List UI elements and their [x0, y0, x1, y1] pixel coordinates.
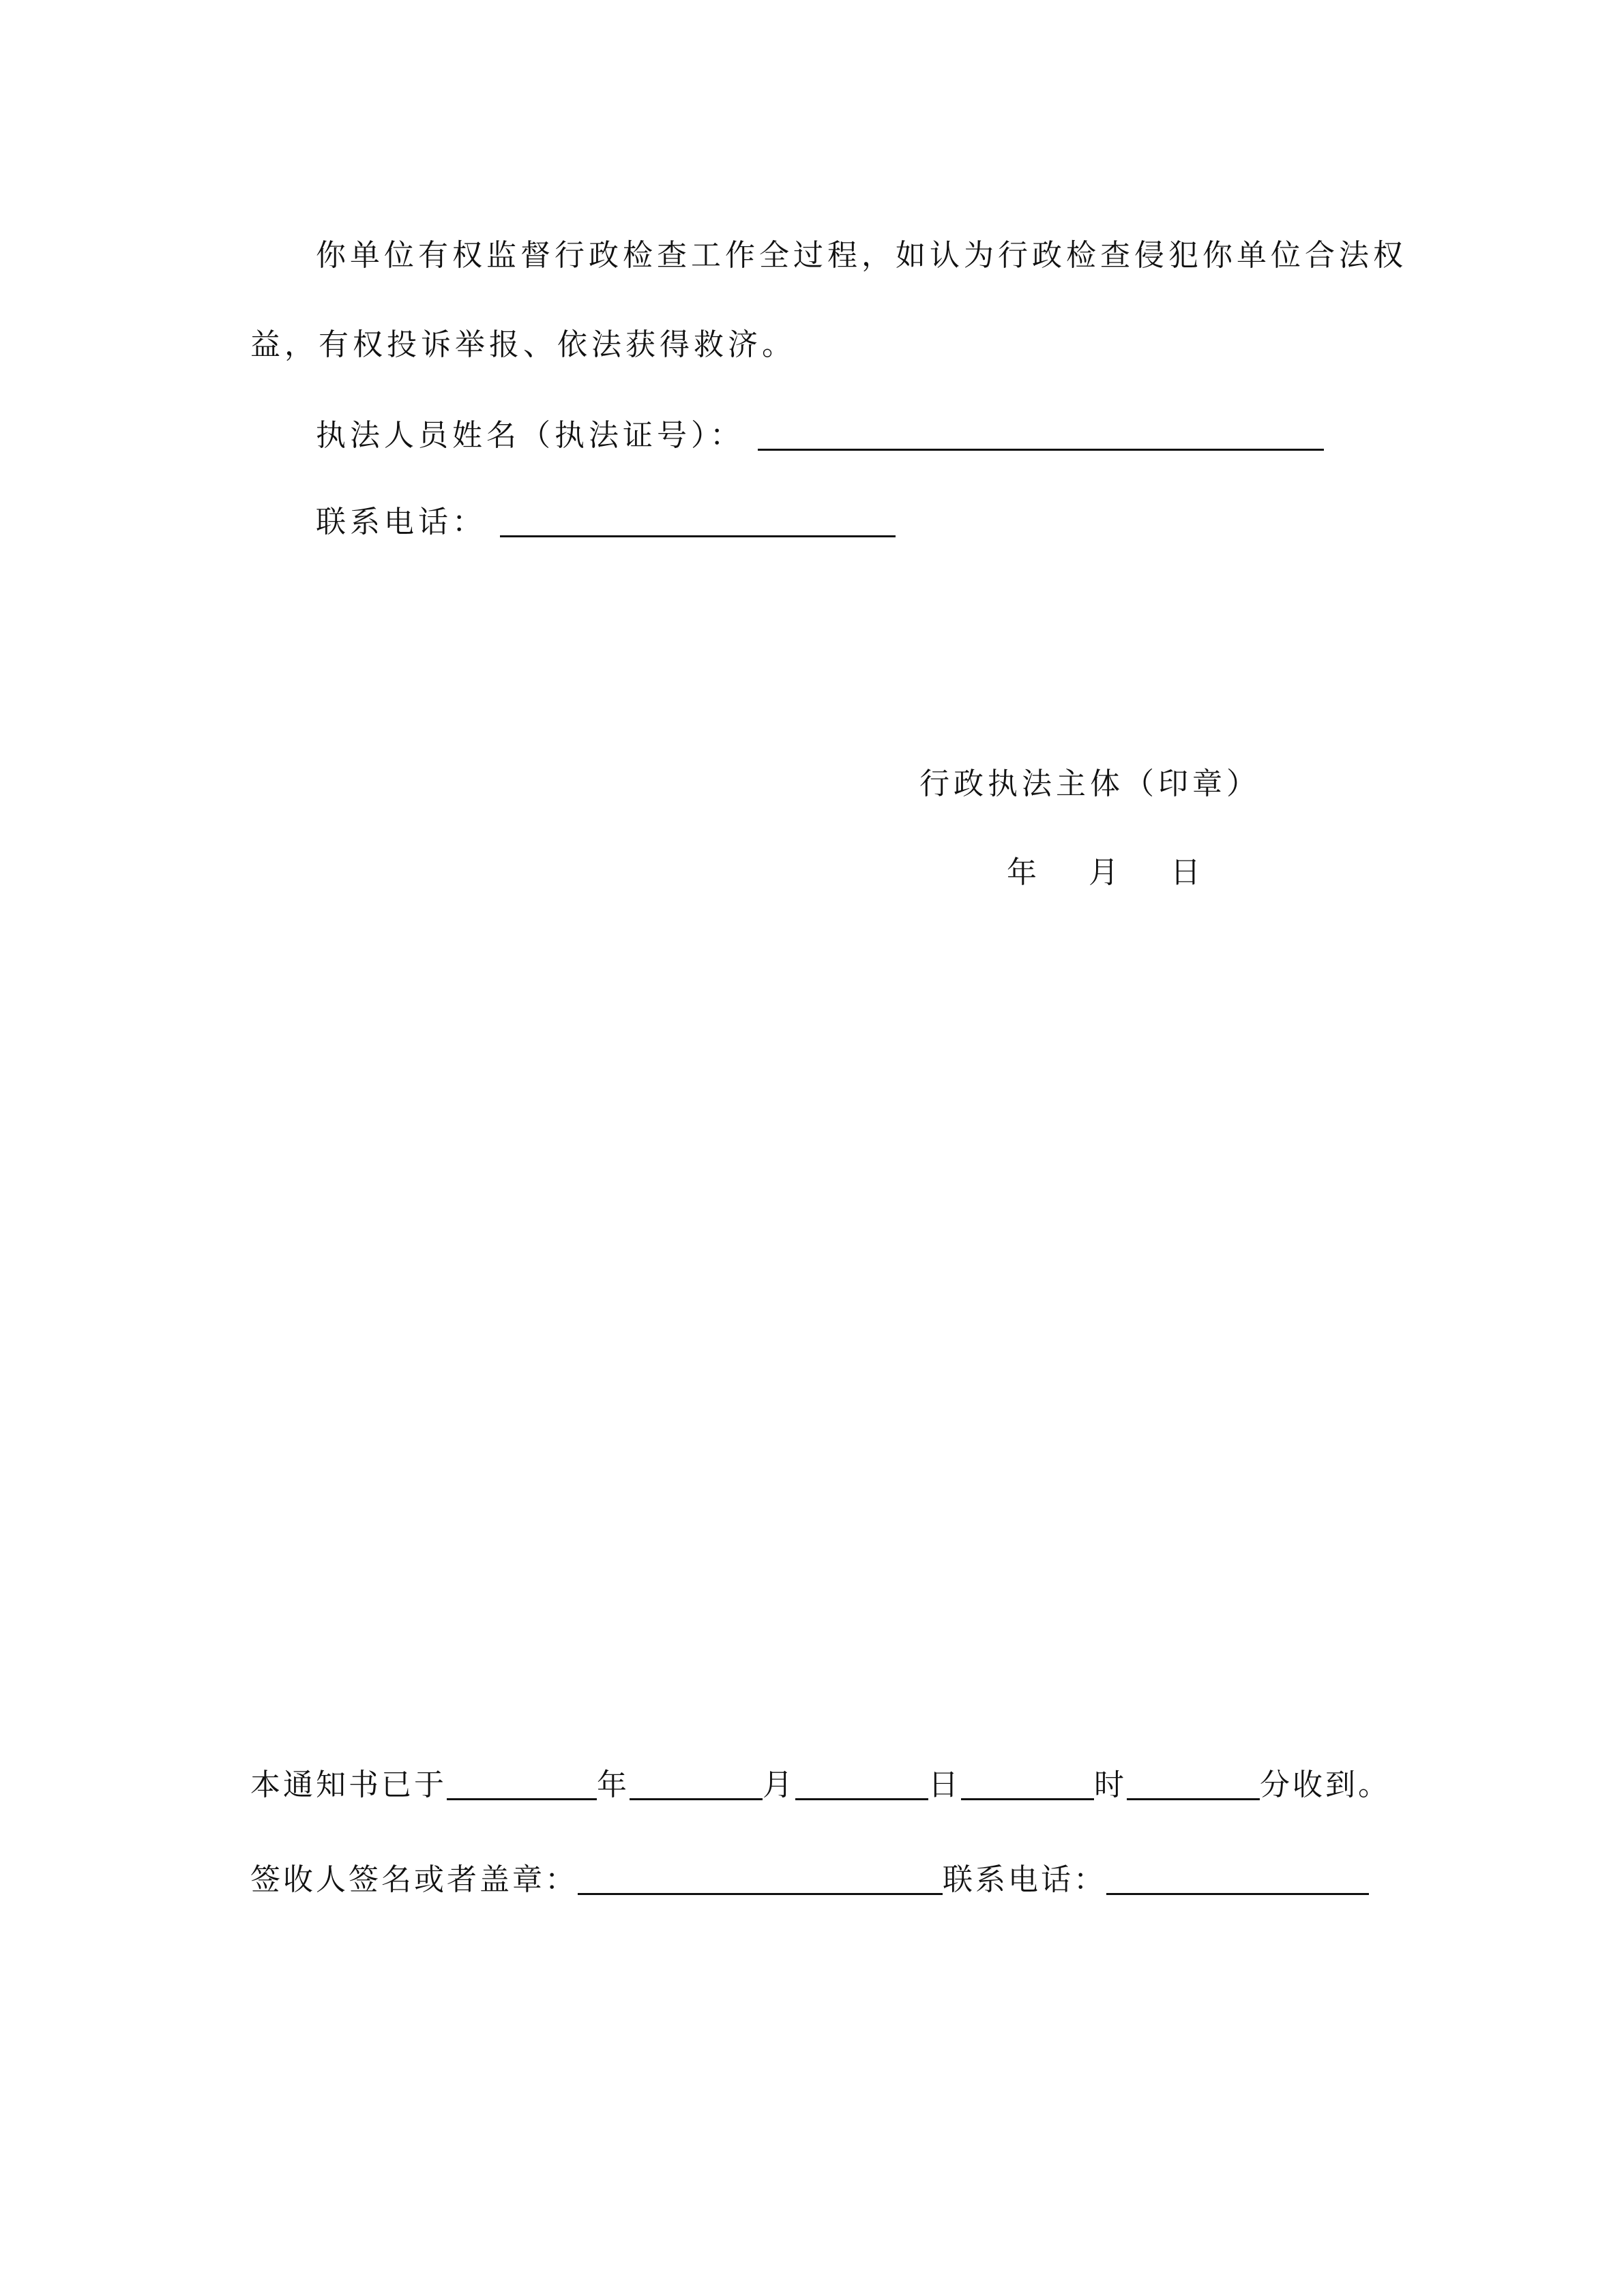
- issue-date-month: 月: [1089, 855, 1119, 890]
- signer-row: [250, 1858, 1369, 1900]
- contact-label: 联系电话：: [316, 505, 486, 539]
- signer-signature-field[interactable]: [578, 1863, 943, 1895]
- issue-date: [1007, 852, 1200, 893]
- receipt-year-label: 年: [597, 1768, 630, 1802]
- officer-name-field[interactable]: [758, 419, 1324, 451]
- receipt-year-field[interactable]: [447, 1768, 597, 1800]
- receipt-row: [250, 1763, 1391, 1806]
- receipt-minute-field[interactable]: [1127, 1768, 1260, 1800]
- receipt-day-field[interactable]: [795, 1768, 928, 1800]
- receipt-day-label: 日: [928, 1768, 961, 1802]
- officer-row: [316, 413, 1324, 456]
- receipt-hour-label: 时: [1094, 1768, 1127, 1802]
- issue-date-day: 日: [1170, 855, 1200, 890]
- signer-phone-label: 联系电话：: [943, 1862, 1106, 1897]
- receipt-month-label: 月: [763, 1768, 795, 1802]
- receipt-month-field[interactable]: [630, 1768, 763, 1800]
- signer-phone-field[interactable]: [1106, 1863, 1369, 1895]
- receipt-hour-field[interactable]: [961, 1768, 1094, 1800]
- signer-label: 签收人签名或者盖章：: [250, 1862, 578, 1897]
- notice-paragraph-line-1: 你单位有权监督行政检查工作全过程，如认为行政检查侵犯你单位合法权: [316, 238, 1407, 273]
- contact-phone-field[interactable]: [500, 505, 896, 537]
- officer-label: 执法人员姓名（执法证号）：: [316, 418, 744, 453]
- issuer-name: 行政执法主体（印章）: [919, 766, 1260, 801]
- receipt-minute-suffix: 分收到。: [1260, 1768, 1391, 1802]
- receipt-prefix: 本通知书已于: [250, 1768, 447, 1802]
- contact-row: [316, 500, 896, 543]
- issue-date-year: 年: [1007, 855, 1037, 890]
- notice-paragraph-line-2: 益，有权投诉举报、依法获得救济。: [250, 327, 796, 362]
